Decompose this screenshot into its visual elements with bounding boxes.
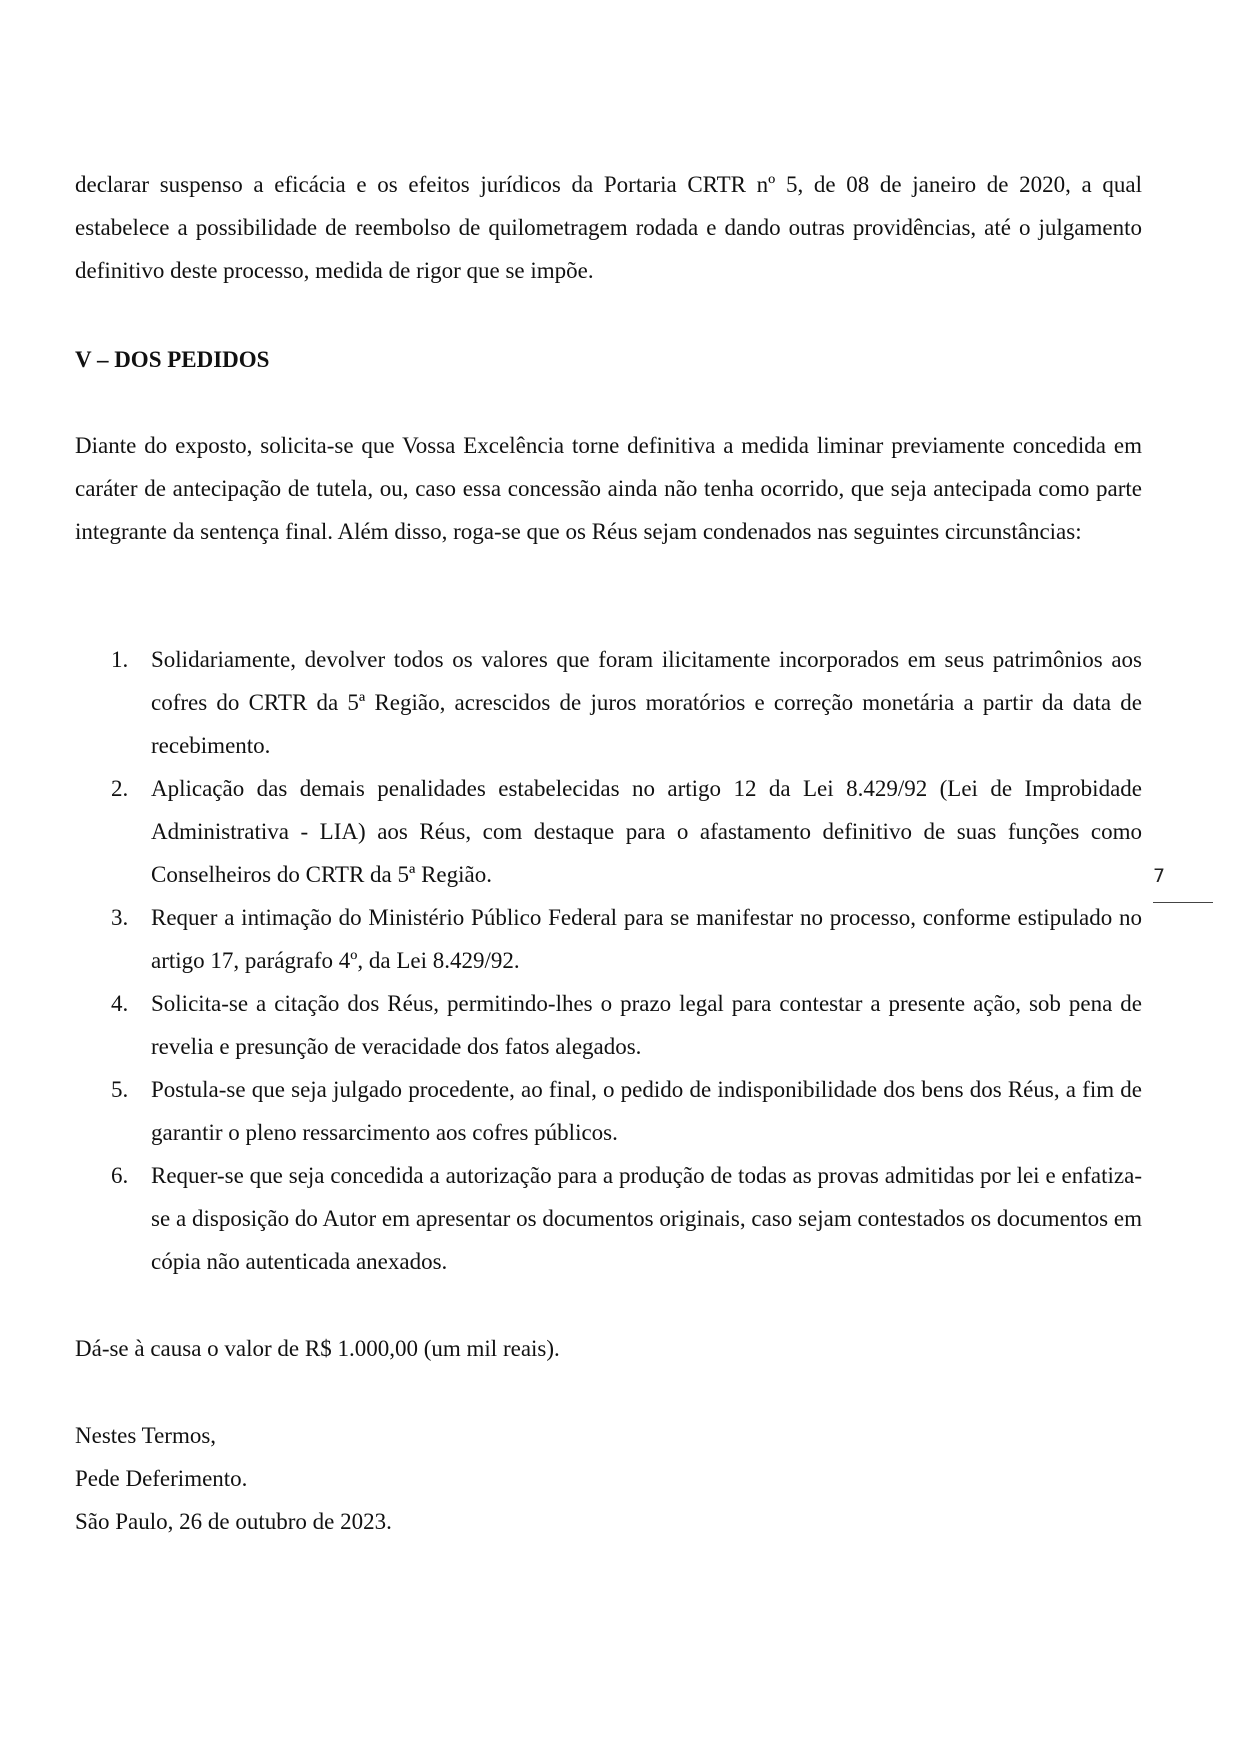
- list-item-text: Postula-se que seja julgado procedente, ao final, o pedido de indisponibilidade dos bens dos Réus, a fim de garantir o pleno ressarcimento aos cofres públicos.: [151, 1077, 1142, 1145]
- pedidos-paragraph: Diante do exposto, solicita-se que Vossa Excelência torne definitiva a medida liminar previamente concedida em caráter de antecipação de tutela, ou, caso essa concessão ainda não tenha ocorrido, que seja antecipada como parte integrante da sentença final. Além disso, roga-se que os Réus sejam condenados nas seguintes circunstâncias:: [75, 433, 1142, 544]
- section-title: V – DOS PEDIDOS: [75, 347, 270, 372]
- list-item-number: 1.: [111, 647, 129, 672]
- list-item: [75, 638, 1142, 767]
- value-of-claim: Dá-se à causa o valor de R$ 1.000,00 (um mil reais).: [75, 1336, 560, 1361]
- page-number-rule: [1153, 902, 1213, 903]
- list-item-number: 5.: [111, 1077, 129, 1102]
- list-item-text: Requer a intimação do Ministério Público Federal para se manifestar no processo, conforme estipulado no artigo 17, parágrafo 4º, da Lei 8.429/92.: [151, 905, 1142, 973]
- list-item-text: Solicita-se a citação dos Réus, permitindo-lhes o prazo legal para contestar a presente ação, sob pena de revelia e presunção de veracidade dos fatos alegados.: [151, 991, 1142, 1059]
- list-item-text: Requer-se que seja concedida a autorização para a produção de todas as provas admitidas por lei e enfatiza-se a disposição do Autor em apresentar os documentos originais, caso sejam contestados os documentos em cópia não autenticada anexados.: [151, 1163, 1142, 1274]
- closing-place-date: São Paulo, 26 de outubro de 2023.: [75, 1509, 392, 1534]
- intro-paragraph: declarar suspenso a eficácia e os efeitos jurídicos da Portaria CRTR nº 5, de 08 de janeiro de 2020, a qual estabelece a possibilidade de reembolso de quilometragem rodada e dando outras providências, até o julgamento definitivo deste processo, medida de rigor que se impõe.: [75, 172, 1142, 283]
- closing-line-request: Pede Deferimento.: [75, 1466, 248, 1491]
- closing-line-terms: Nestes Termos,: [75, 1423, 217, 1448]
- list-item: [75, 1154, 1142, 1283]
- list-item-text: Solidariamente, devolver todos os valores que foram ilicitamente incorporados em seus patrimônios aos cofres do CRTR da 5ª Região, acrescidos de juros moratórios e correção monetária a partir da data de recebimento.: [151, 647, 1142, 758]
- page-number: 7: [1153, 865, 1166, 887]
- list-item-number: 4.: [111, 991, 129, 1016]
- list-item-number: 2.: [111, 776, 129, 801]
- list-item: [75, 1068, 1142, 1154]
- list-item: [75, 982, 1142, 1068]
- requests-list: [75, 638, 1142, 1283]
- list-item-number: 6.: [111, 1163, 129, 1188]
- list-item: [75, 767, 1142, 896]
- list-item: [75, 896, 1142, 982]
- list-item-number: 3.: [111, 905, 129, 930]
- closing-block: [75, 1414, 392, 1543]
- list-item-text: Aplicação das demais penalidades estabelecidas no artigo 12 da Lei 8.429/92 (Lei de Improbidade Administrativa - LIA) aos Réus, com destaque para o afastamento definitivo de suas funções como Conselheiros do CRTR da 5ª Região.: [151, 776, 1142, 887]
